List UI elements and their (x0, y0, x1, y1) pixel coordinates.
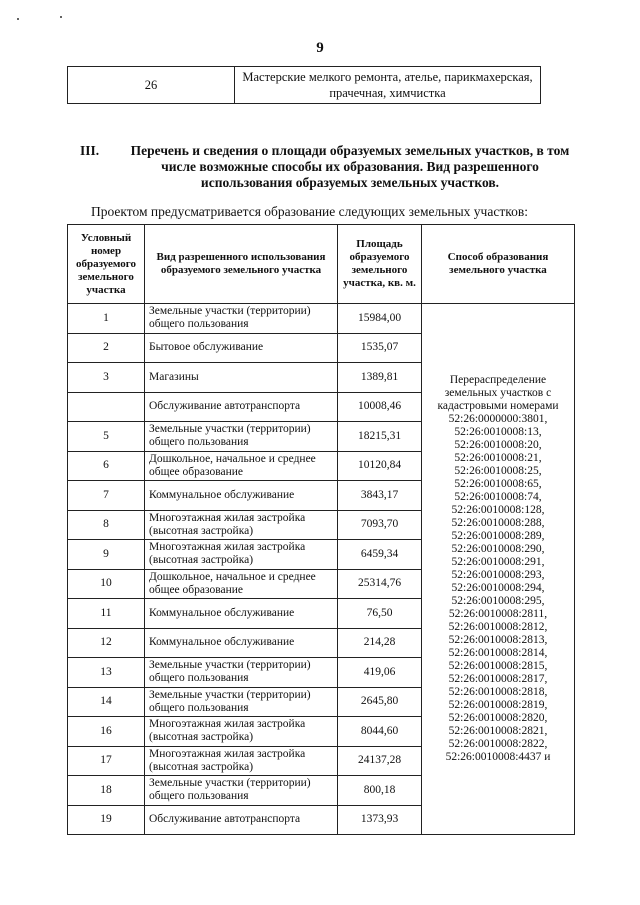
method-line: 52:26:0000000:3801, (448, 413, 548, 425)
plot-number: 5 (68, 422, 145, 452)
method-line: 52:26:0010008:2811, (448, 608, 548, 620)
method-line: кадастровыми номерами (437, 400, 559, 412)
plot-use: Коммунальное обслуживание (145, 628, 338, 658)
method-line: 52:26:0010008:74, (454, 491, 542, 503)
method-line: 52:26:0010008:20, (454, 439, 542, 451)
plot-use: Коммунальное обслуживание (145, 599, 338, 629)
method-line: 52:26:0010008:294, (451, 582, 545, 594)
plot-area: 10120,84 (338, 451, 422, 481)
plot-use: Многоэтажная жилая застройка (высотная застройка) (145, 717, 338, 747)
plot-use: Многоэтажная жилая застройка (высотная застройка) (145, 540, 338, 570)
page-number: 9 (316, 40, 324, 56)
method-line: 52:26:0010008:13, (454, 426, 542, 438)
formation-method (422, 304, 575, 835)
plot-use: Земельные участки (территории) общего пользования (145, 776, 338, 806)
land-plots-table (67, 224, 575, 835)
plot-number: 11 (68, 599, 145, 629)
plot-area: 6459,34 (338, 540, 422, 570)
scan-speck (17, 18, 19, 20)
method-line: 52:26:0010008:2817, (448, 673, 548, 685)
table-header-row (68, 225, 575, 304)
method-line: 52:26:0010008:4437 и (445, 751, 551, 763)
table-row (68, 304, 575, 334)
section-title: Перечень и сведения о площади образуемых земельных участков, в том числе возможные способы их образования. Вид разрешенного использования образуемых земельных участков. (130, 143, 570, 190)
plot-use: Многоэтажная жилая застройка (высотная застройка) (145, 746, 338, 776)
plot-number: 8 (68, 510, 145, 540)
plot-use: Бытовое обслуживание (145, 333, 338, 363)
plot-area: 15984,00 (338, 304, 422, 334)
plot-area: 7093,70 (338, 510, 422, 540)
method-line: 52:26:0010008:128, (451, 504, 545, 516)
method-line: 52:26:0010008:21, (454, 452, 542, 464)
intro-text: Проектом предусматривается образование следующих земельных участков: (91, 204, 528, 219)
method-line: 52:26:0010008:2818, (448, 686, 548, 698)
row-description: Мастерские мелкого ремонта, ателье, парикмахерская, прачечная, химчистка (235, 67, 541, 104)
plot-use: Обслуживание автотранспорта (145, 392, 338, 422)
plot-number: 13 (68, 658, 145, 688)
plot-area: 2645,80 (338, 687, 422, 717)
plot-number: 14 (68, 687, 145, 717)
section-heading (80, 143, 580, 191)
method-line: 52:26:0010008:295, (451, 595, 545, 607)
plot-area: 419,06 (338, 658, 422, 688)
plot-number: 9 (68, 540, 145, 570)
plot-number (68, 392, 145, 422)
plot-area: 214,28 (338, 628, 422, 658)
plot-number: 18 (68, 776, 145, 806)
header-number: Условный номер образуемого земельного участка (68, 225, 145, 304)
continuation-table (67, 66, 541, 104)
header-area: Площадь образуемого земельного участка, кв. м. (338, 225, 422, 304)
plot-use: Многоэтажная жилая застройка (высотная застройка) (145, 510, 338, 540)
plot-area: 3843,17 (338, 481, 422, 511)
method-line: 52:26:0010008:2821, (448, 725, 548, 737)
method-line: 52:26:0010008:2814, (448, 647, 548, 659)
plot-number: 17 (68, 746, 145, 776)
plot-number: 12 (68, 628, 145, 658)
plot-use: Коммунальное обслуживание (145, 481, 338, 511)
plot-number: 10 (68, 569, 145, 599)
plot-area: 8044,60 (338, 717, 422, 747)
method-line: 52:26:0010008:289, (451, 530, 545, 542)
method-line: 52:26:0010008:2812, (448, 621, 548, 633)
plot-use: Земельные участки (территории) общего пользования (145, 422, 338, 452)
scan-speck (60, 16, 62, 18)
plot-number: 19 (68, 805, 145, 835)
method-line: Перераспределение (449, 374, 547, 386)
method-line: 52:26:0010008:291, (451, 556, 545, 568)
plot-area: 25314,76 (338, 569, 422, 599)
plot-use: Земельные участки (территории) общего пользования (145, 658, 338, 688)
plot-area: 1373,93 (338, 805, 422, 835)
method-line: 52:26:0010008:2819, (448, 699, 548, 711)
row-number: 26 (68, 67, 235, 104)
method-line: 52:26:0010008:25, (454, 465, 542, 477)
header-use: Вид разрешенного использования образуемого земельного участка (145, 225, 338, 304)
plot-use: Магазины (145, 363, 338, 393)
plot-number: 2 (68, 333, 145, 363)
table-row (68, 67, 541, 104)
plot-area: 24137,28 (338, 746, 422, 776)
plot-number: 1 (68, 304, 145, 334)
plot-number: 16 (68, 717, 145, 747)
method-line: 52:26:0010008:2813, (448, 634, 548, 646)
plot-use: Дошкольное, начальное и среднее общее образование (145, 569, 338, 599)
plot-use: Дошкольное, начальное и среднее общее образование (145, 451, 338, 481)
plot-number: 6 (68, 451, 145, 481)
plot-use: Земельные участки (территории) общего пользования (145, 687, 338, 717)
plot-area: 10008,46 (338, 392, 422, 422)
section-numeral: III. (80, 143, 100, 158)
method-line: 52:26:0010008:290, (451, 543, 545, 555)
plot-area: 18215,31 (338, 422, 422, 452)
method-line: 52:26:0010008:2815, (448, 660, 548, 672)
plot-number: 7 (68, 481, 145, 511)
plot-use: Обслуживание автотранспорта (145, 805, 338, 835)
method-line: 52:26:0010008:2822, (448, 738, 548, 750)
plot-area: 1535,07 (338, 333, 422, 363)
method-line: земельных участков с (444, 387, 552, 399)
header-method: Способ образования земельного участка (422, 225, 575, 304)
method-line: 52:26:0010008:293, (451, 569, 545, 581)
method-line: 52:26:0010008:65, (454, 478, 542, 490)
method-line: 52:26:0010008:288, (451, 517, 545, 529)
plot-use: Земельные участки (территории) общего пользования (145, 304, 338, 334)
plot-area: 800,18 (338, 776, 422, 806)
plot-area: 1389,81 (338, 363, 422, 393)
plot-area: 76,50 (338, 599, 422, 629)
plot-number: 3 (68, 363, 145, 393)
method-line: 52:26:0010008:2820, (448, 712, 548, 724)
